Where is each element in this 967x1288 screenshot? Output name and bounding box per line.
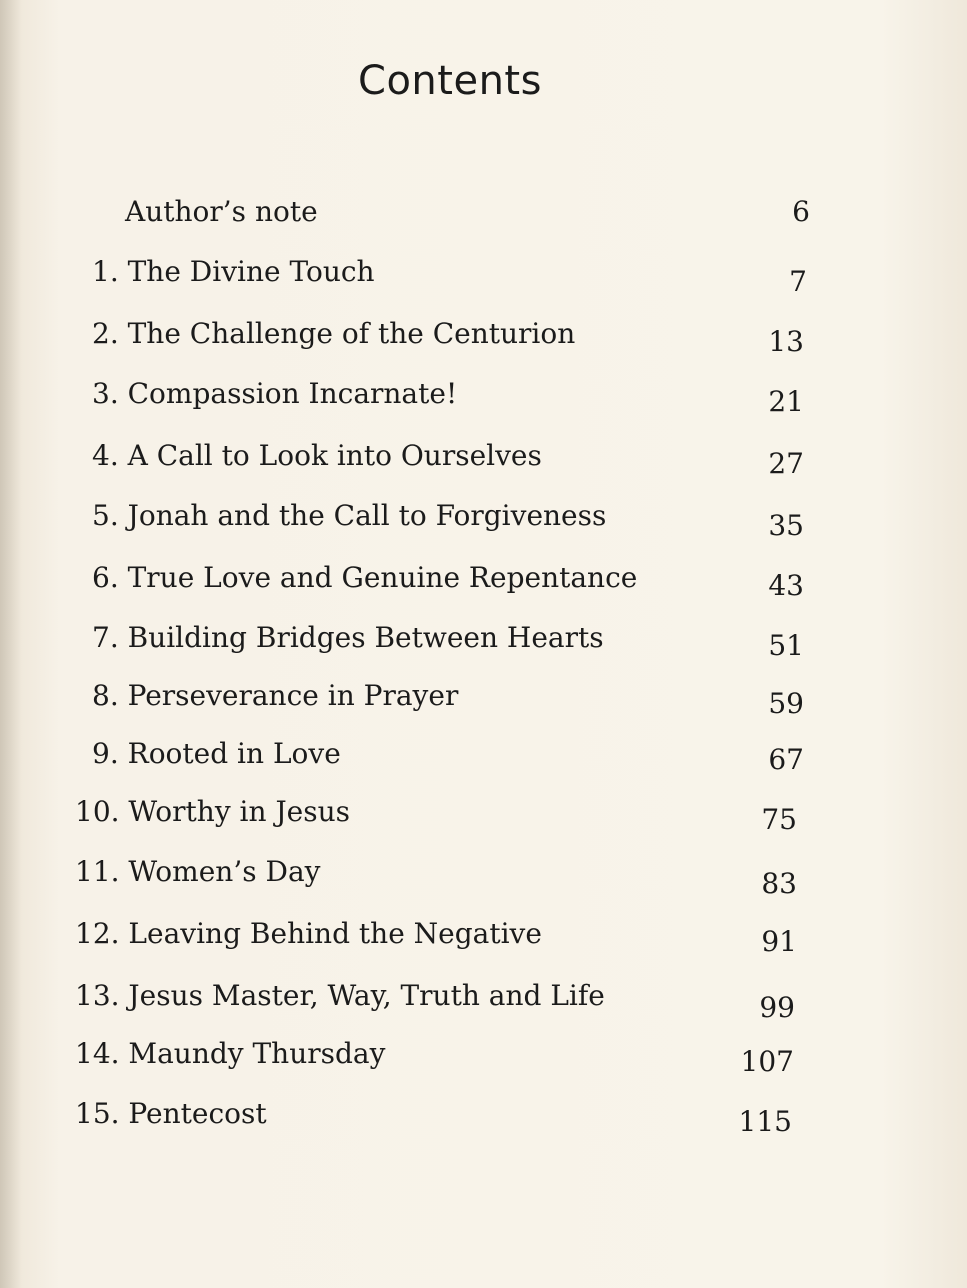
- toc-entry-page: 107: [740, 1045, 794, 1078]
- toc-entry-title: 12. Leaving Behind the Negative: [75, 917, 542, 950]
- toc-entry-title: 7. Building Bridges Between Hearts: [92, 621, 604, 654]
- toc-entry-title: 9. Rooted in Love: [92, 737, 341, 770]
- toc-entry-title: 8. Perseverance in Prayer: [92, 679, 459, 712]
- toc-entry-page: 115: [738, 1105, 792, 1138]
- toc-entry-page: 6: [792, 195, 810, 228]
- toc-entry-title: Author’s note: [125, 195, 318, 228]
- toc-entry: [0, 494, 967, 542]
- toc-entry: [0, 790, 967, 834]
- toc-entry-title: 5. Jonah and the Call to Forgiveness: [92, 499, 607, 532]
- toc-entry-page: 13: [768, 325, 804, 358]
- toc-entry-page: 7: [789, 265, 807, 298]
- toc-entry: [0, 434, 967, 478]
- toc-entry-page: 67: [768, 743, 804, 776]
- toc-entry-page: 21: [768, 385, 804, 418]
- toc-entry: [0, 250, 967, 298]
- toc-entry-title: 1. The Divine Touch: [92, 255, 375, 288]
- toc-entry-page: 43: [768, 569, 804, 602]
- toc-entry-title: 6. True Love and Genuine Repentance: [92, 561, 638, 594]
- toc-entry: [0, 1032, 967, 1076]
- toc-entry-title: 4. A Call to Look into Ourselves: [92, 439, 542, 472]
- toc-entry: [0, 674, 967, 718]
- toc-entry-title: 11. Women’s Day: [75, 855, 321, 888]
- toc-entry: [0, 850, 967, 900]
- toc-entry-title: 15. Pentecost: [75, 1097, 267, 1130]
- toc-entry: [0, 732, 967, 776]
- toc-entry: [0, 974, 967, 1024]
- toc-entry-page: 91: [761, 925, 797, 958]
- toc-entry-page: 35: [768, 509, 804, 542]
- toc-entry-title: 13. Jesus Master, Way, Truth and Life: [75, 979, 605, 1012]
- toc-entry: [0, 912, 967, 956]
- toc-entry: [0, 616, 967, 660]
- toc-entry-page: 27: [768, 447, 804, 480]
- toc-entry: [0, 190, 967, 234]
- page-title: Contents: [358, 58, 542, 104]
- toc-entry-title: 14. Maundy Thursday: [75, 1037, 386, 1070]
- toc-entry: [0, 1092, 967, 1136]
- toc-entry-page: 83: [761, 867, 797, 900]
- toc-entry-title: 10. Worthy in Jesus: [75, 795, 351, 828]
- toc-entry-title: 2. The Challenge of the Centurion: [92, 317, 576, 350]
- toc-entry: [0, 372, 967, 416]
- toc-entry-page: 99: [759, 991, 795, 1024]
- toc-entry-page: 59: [768, 687, 804, 720]
- toc-entry: [0, 556, 967, 600]
- toc-entry: [0, 312, 967, 356]
- toc-entry-title: 3. Compassion Incarnate!: [92, 377, 458, 410]
- toc-entry-page: 51: [768, 629, 804, 662]
- toc-entry-page: 75: [761, 803, 797, 836]
